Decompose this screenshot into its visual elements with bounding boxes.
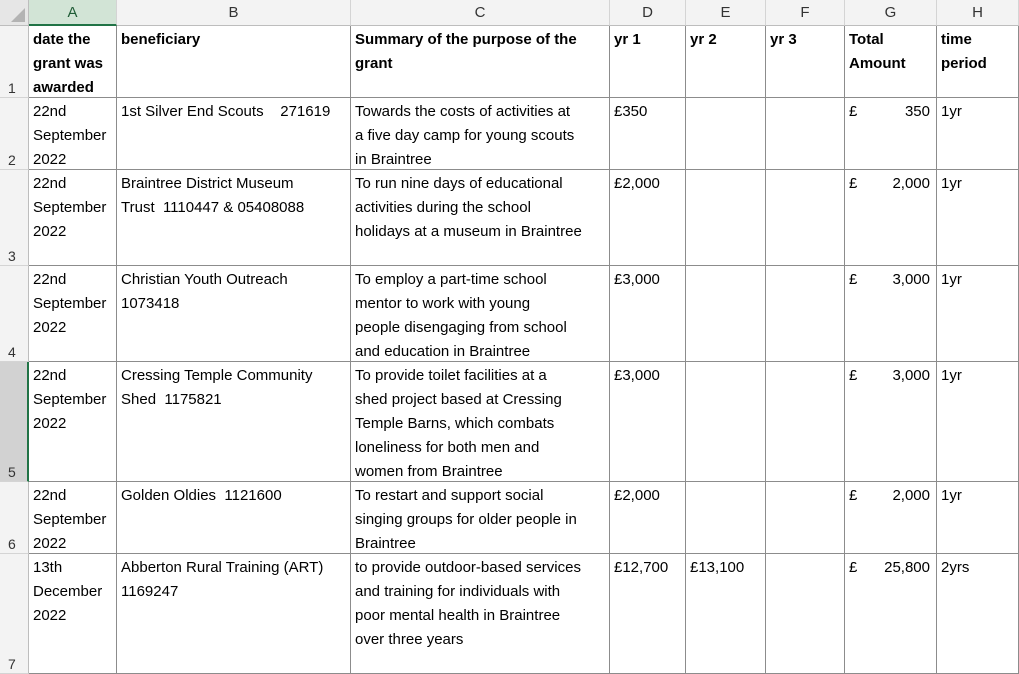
header-cell-yr3[interactable]: yr 3 bbox=[766, 26, 845, 98]
total-value: 2,000 bbox=[892, 487, 930, 504]
cell-date[interactable]: 22nd September 2022 bbox=[29, 266, 117, 362]
cell-yr1[interactable]: £12,700 bbox=[610, 554, 686, 674]
column-header-b[interactable]: B bbox=[117, 0, 351, 26]
column-header-c[interactable]: C bbox=[351, 0, 610, 26]
cell-yr2[interactable] bbox=[686, 482, 766, 554]
cell-period[interactable]: 2yrs bbox=[937, 554, 1019, 674]
cell-total-amount[interactable] bbox=[845, 98, 937, 170]
cell-beneficiary[interactable]: Golden Oldies 1121600 bbox=[117, 482, 351, 554]
cell-beneficiary[interactable]: Cressing Temple Community Shed 1175821 bbox=[117, 362, 351, 482]
cell-yr2[interactable] bbox=[686, 266, 766, 362]
row-number: 5 bbox=[8, 464, 16, 480]
cell-summary[interactable]: To run nine days of educational activities during the school holidays at a museum in Braintree bbox=[351, 170, 610, 266]
cell-summary[interactable]: To restart and support social singing groups for older people in Braintree bbox=[351, 482, 610, 554]
column-header-g[interactable]: G bbox=[845, 0, 937, 26]
cell-yr1[interactable]: £3,000 bbox=[610, 266, 686, 362]
currency-symbol: £ bbox=[849, 175, 858, 192]
row-header-7[interactable] bbox=[0, 554, 29, 674]
cell-yr1[interactable]: £3,000 bbox=[610, 362, 686, 482]
cell-date[interactable]: 13th December 2022 bbox=[29, 554, 117, 674]
cell-yr3[interactable] bbox=[766, 362, 845, 482]
row-number: 2 bbox=[8, 152, 16, 168]
cell-date[interactable]: 22nd September 2022 bbox=[29, 98, 117, 170]
cell-summary[interactable]: to provide outdoor-based services and training for individuals with poor mental health in Braintree over three years bbox=[351, 554, 610, 674]
header-cell-beneficiary[interactable]: beneficiary bbox=[117, 26, 351, 98]
cell-summary[interactable]: To employ a part-time school mentor to work with young people disengaging from school and education in Braintree bbox=[351, 266, 610, 362]
cell-total-amount[interactable] bbox=[845, 482, 937, 554]
cell-total-amount[interactable] bbox=[845, 266, 937, 362]
cell-summary[interactable]: Towards the costs of activities at a five day camp for young scouts in Braintree bbox=[351, 98, 610, 170]
total-value: 2,000 bbox=[892, 175, 930, 192]
total-value: 25,800 bbox=[884, 559, 930, 576]
row-number: 7 bbox=[8, 656, 16, 672]
cell-yr2[interactable] bbox=[686, 170, 766, 266]
cell-yr3[interactable] bbox=[766, 482, 845, 554]
header-cell-summary[interactable]: Summary of the purpose of the grant bbox=[351, 26, 610, 98]
header-cell-date[interactable]: date the grant was awarded bbox=[29, 26, 117, 98]
column-header-h[interactable]: H bbox=[937, 0, 1019, 26]
cell-yr3[interactable] bbox=[766, 98, 845, 170]
cell-yr2[interactable] bbox=[686, 362, 766, 482]
row-header-5[interactable] bbox=[0, 362, 29, 482]
cell-total-amount[interactable] bbox=[845, 554, 937, 674]
total-value: 3,000 bbox=[892, 367, 930, 384]
column-header-f[interactable]: F bbox=[766, 0, 845, 26]
cell-yr1[interactable]: £2,000 bbox=[610, 482, 686, 554]
cell-date[interactable]: 22nd September 2022 bbox=[29, 482, 117, 554]
currency-symbol: £ bbox=[849, 559, 858, 576]
cell-period[interactable]: 1yr bbox=[937, 170, 1019, 266]
cell-beneficiary[interactable]: Braintree District Museum Trust 1110447 & 05408088 bbox=[117, 170, 351, 266]
cell-yr3[interactable] bbox=[766, 266, 845, 362]
select-all-triangle-icon bbox=[11, 8, 25, 22]
cell-date[interactable]: 22nd September 2022 bbox=[29, 362, 117, 482]
cell-yr1[interactable]: £2,000 bbox=[610, 170, 686, 266]
header-cell-yr1[interactable]: yr 1 bbox=[610, 26, 686, 98]
cell-period[interactable]: 1yr bbox=[937, 362, 1019, 482]
header-cell-total[interactable]: Total Amount bbox=[845, 26, 937, 98]
currency-symbol: £ bbox=[849, 367, 858, 384]
row-header-3[interactable] bbox=[0, 170, 29, 266]
select-all-button[interactable] bbox=[0, 0, 29, 26]
cell-beneficiary[interactable]: Abberton Rural Training (ART) 1169247 bbox=[117, 554, 351, 674]
row-header-6[interactable] bbox=[0, 482, 29, 554]
cell-period[interactable]: 1yr bbox=[937, 266, 1019, 362]
cell-yr2[interactable] bbox=[686, 98, 766, 170]
row-header-1[interactable] bbox=[0, 26, 29, 98]
cell-date[interactable]: 22nd September 2022 bbox=[29, 170, 117, 266]
header-cell-period[interactable]: time period bbox=[937, 26, 1019, 98]
cell-yr2[interactable]: £13,100 bbox=[686, 554, 766, 674]
total-value: 3,000 bbox=[892, 271, 930, 288]
row-header-2[interactable] bbox=[0, 98, 29, 170]
currency-symbol: £ bbox=[849, 271, 858, 288]
cell-summary[interactable]: To provide toilet facilities at a shed project based at Cressing Temple Barns, which combats loneliness for both men and women from Braintree bbox=[351, 362, 610, 482]
row-number: 1 bbox=[8, 80, 16, 96]
cell-period[interactable]: 1yr bbox=[937, 482, 1019, 554]
column-header-a[interactable]: A bbox=[29, 0, 117, 26]
row-number: 6 bbox=[8, 536, 16, 552]
cell-yr3[interactable] bbox=[766, 554, 845, 674]
header-cell-yr2[interactable]: yr 2 bbox=[686, 26, 766, 98]
cell-yr3[interactable] bbox=[766, 170, 845, 266]
row-header-4[interactable] bbox=[0, 266, 29, 362]
cell-beneficiary[interactable]: 1st Silver End Scouts 271619 bbox=[117, 98, 351, 170]
cell-total-amount[interactable] bbox=[845, 362, 937, 482]
currency-symbol: £ bbox=[849, 103, 858, 120]
column-header-e[interactable]: E bbox=[686, 0, 766, 26]
row-number: 4 bbox=[8, 344, 16, 360]
cell-beneficiary[interactable]: Christian Youth Outreach 1073418 bbox=[117, 266, 351, 362]
cell-yr1[interactable]: £350 bbox=[610, 98, 686, 170]
currency-symbol: £ bbox=[849, 487, 858, 504]
row-number: 3 bbox=[8, 248, 16, 264]
cell-period[interactable]: 1yr bbox=[937, 98, 1019, 170]
cell-total-amount[interactable] bbox=[845, 170, 937, 266]
column-header-d[interactable]: D bbox=[610, 0, 686, 26]
total-value: 350 bbox=[904, 103, 930, 120]
